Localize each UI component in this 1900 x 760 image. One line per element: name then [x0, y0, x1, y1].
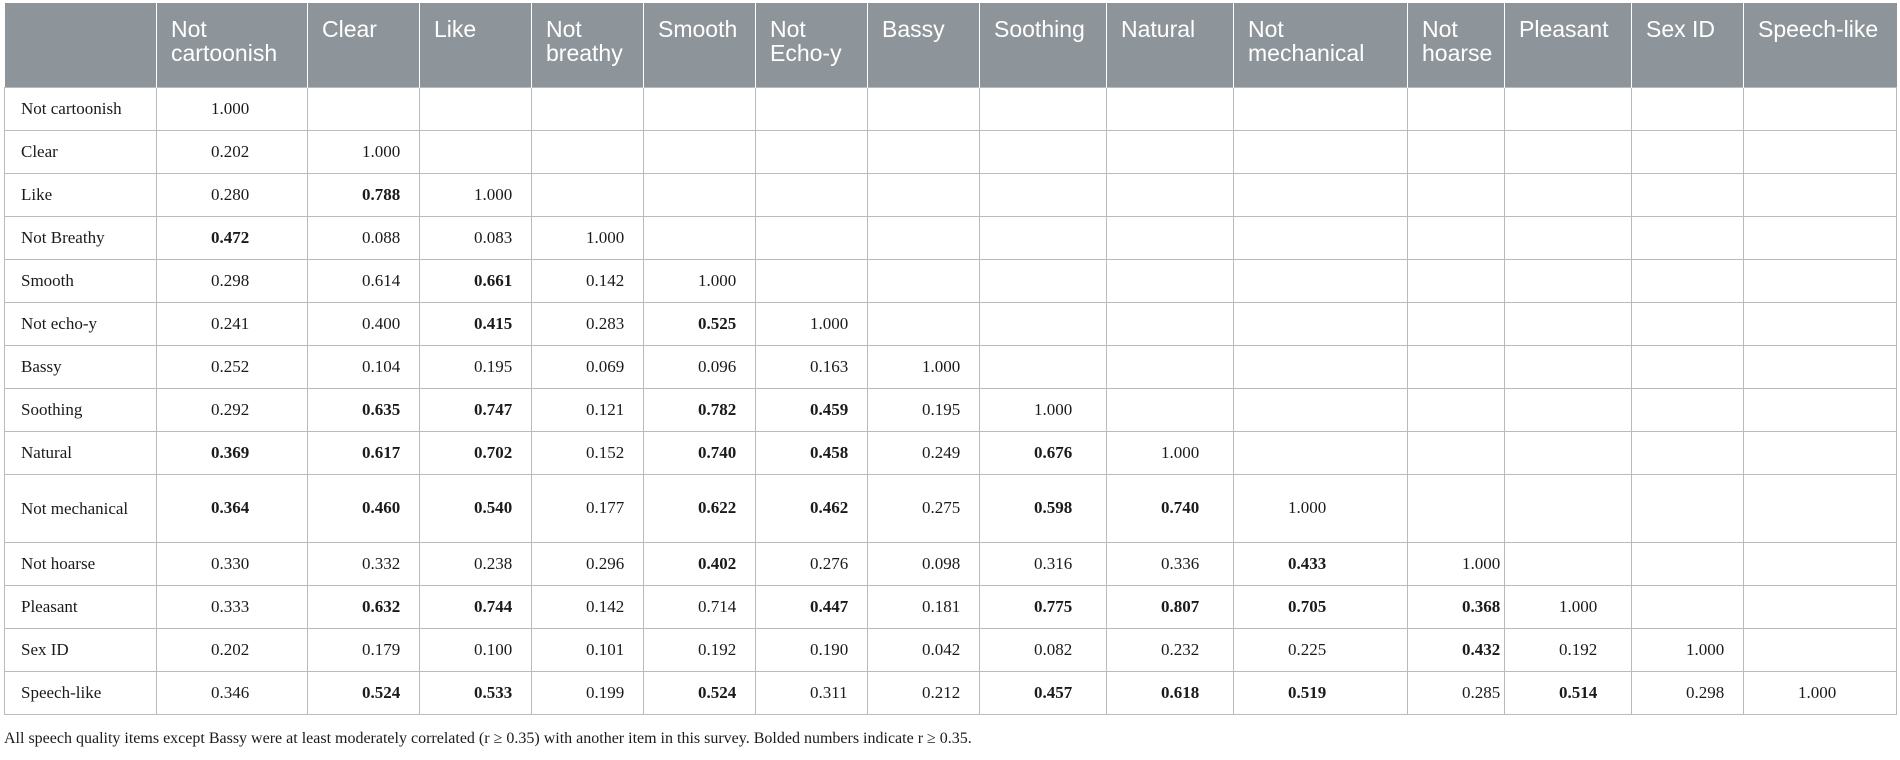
row-label: Pleasant [5, 585, 157, 628]
correlation-cell: 1.000 [868, 345, 980, 388]
correlation-cell: 0.192 [1505, 628, 1632, 671]
row-label: Not cartoonish [5, 87, 157, 130]
correlation-cell: 0.238 [420, 542, 532, 585]
correlation-cell: 1.000 [1408, 542, 1505, 585]
empty-cell [1505, 302, 1632, 345]
column-header-pleasant: Pleasant [1505, 3, 1632, 87]
correlation-cell: 0.152 [532, 431, 644, 474]
correlation-cell: 0.199 [532, 671, 644, 714]
table-row [5, 585, 1897, 628]
column-header-soothing: Soothing [980, 3, 1107, 87]
empty-cell [1234, 259, 1408, 302]
correlation-cell: 0.298 [1632, 671, 1744, 714]
correlation-cell: 0.098 [868, 542, 980, 585]
empty-cell [1234, 173, 1408, 216]
correlation-cell: 0.252 [157, 345, 308, 388]
correlation-table [4, 3, 1897, 715]
empty-cell [1744, 87, 1897, 130]
correlation-cell: 0.195 [868, 388, 980, 431]
empty-cell [532, 87, 644, 130]
empty-cell [1408, 474, 1505, 542]
correlation-cell: 1.000 [980, 388, 1107, 431]
empty-cell [1632, 302, 1744, 345]
empty-cell [1632, 345, 1744, 388]
correlation-cell: 0.744 [420, 585, 532, 628]
correlation-cell: 0.740 [1107, 474, 1234, 542]
empty-cell [1107, 87, 1234, 130]
empty-cell [1744, 628, 1897, 671]
empty-cell [980, 130, 1107, 173]
table-footnote: All speech quality items except Bassy were at least moderately correlated (r ≥ 0.35) with another item in this survey. Bolded numbers indicate r ≥ 0.35. [4, 730, 972, 747]
empty-cell [1744, 259, 1897, 302]
table-row [5, 302, 1897, 345]
empty-cell [980, 173, 1107, 216]
correlation-cell: 0.336 [1107, 542, 1234, 585]
empty-cell [420, 130, 532, 173]
correlation-cell: 0.232 [1107, 628, 1234, 671]
empty-cell [756, 130, 868, 173]
correlation-cell: 0.181 [868, 585, 980, 628]
header-corner [5, 3, 157, 87]
empty-cell [756, 259, 868, 302]
row-label: Not Breathy [5, 216, 157, 259]
empty-cell [1408, 388, 1505, 431]
table-row [5, 130, 1897, 173]
correlation-cell: 1.000 [1632, 628, 1744, 671]
correlation-cell: 0.635 [308, 388, 420, 431]
correlation-cell: 0.524 [308, 671, 420, 714]
correlation-cell: 0.614 [308, 259, 420, 302]
correlation-cell: 0.346 [157, 671, 308, 714]
empty-cell [1744, 302, 1897, 345]
empty-cell [756, 216, 868, 259]
column-header-not-hoarse: Not hoarse [1408, 3, 1505, 87]
empty-cell [1632, 585, 1744, 628]
column-header-clear: Clear [308, 3, 420, 87]
empty-cell [1408, 130, 1505, 173]
correlation-cell: 0.402 [644, 542, 756, 585]
table-row [5, 388, 1897, 431]
table-row [5, 259, 1897, 302]
empty-cell [980, 216, 1107, 259]
table-body [5, 87, 1897, 714]
correlation-cell: 0.747 [420, 388, 532, 431]
empty-cell [1505, 388, 1632, 431]
table-row [5, 87, 1897, 130]
correlation-cell: 0.459 [756, 388, 868, 431]
correlation-cell: 0.241 [157, 302, 308, 345]
correlation-cell: 0.042 [868, 628, 980, 671]
empty-cell [1744, 216, 1897, 259]
correlation-cell: 1.000 [420, 173, 532, 216]
correlation-cell: 0.249 [868, 431, 980, 474]
empty-cell [1744, 542, 1897, 585]
correlation-cell: 0.280 [157, 173, 308, 216]
correlation-cell: 0.121 [532, 388, 644, 431]
empty-cell [1107, 216, 1234, 259]
correlation-cell: 0.705 [1234, 585, 1408, 628]
table-row [5, 431, 1897, 474]
row-label: Sex ID [5, 628, 157, 671]
correlation-cell: 0.740 [644, 431, 756, 474]
empty-cell [1408, 259, 1505, 302]
correlation-cell: 0.458 [756, 431, 868, 474]
row-label: Speech-like [5, 671, 157, 714]
empty-cell [868, 173, 980, 216]
empty-cell [1234, 431, 1408, 474]
correlation-cell: 0.598 [980, 474, 1107, 542]
correlation-cell: 1.000 [1505, 585, 1632, 628]
column-header-like: Like [420, 3, 532, 87]
table-row [5, 474, 1897, 542]
table-row [5, 628, 1897, 671]
correlation-cell: 0.432 [1408, 628, 1505, 671]
empty-cell [1107, 302, 1234, 345]
row-label: Smooth [5, 259, 157, 302]
correlation-cell: 0.617 [308, 431, 420, 474]
empty-cell [1632, 542, 1744, 585]
row-label: Bassy [5, 345, 157, 388]
correlation-cell: 0.462 [756, 474, 868, 542]
correlation-cell: 0.298 [157, 259, 308, 302]
empty-cell [1505, 259, 1632, 302]
empty-cell [308, 87, 420, 130]
empty-cell [1408, 173, 1505, 216]
correlation-cell: 0.083 [420, 216, 532, 259]
correlation-cell: 1.000 [756, 302, 868, 345]
correlation-cell: 0.225 [1234, 628, 1408, 671]
correlation-cell: 0.525 [644, 302, 756, 345]
column-header-not-echo-y: Not Echo-y [756, 3, 868, 87]
empty-cell [1744, 130, 1897, 173]
empty-cell [1632, 173, 1744, 216]
empty-cell [1632, 259, 1744, 302]
correlation-cell: 0.622 [644, 474, 756, 542]
empty-cell [1107, 130, 1234, 173]
empty-cell [1234, 216, 1408, 259]
correlation-cell: 0.400 [308, 302, 420, 345]
empty-cell [420, 87, 532, 130]
row-label: Not hoarse [5, 542, 157, 585]
correlation-cell: 0.292 [157, 388, 308, 431]
empty-cell [1505, 474, 1632, 542]
empty-cell [1234, 302, 1408, 345]
correlation-cell: 0.088 [308, 216, 420, 259]
correlation-cell: 0.101 [532, 628, 644, 671]
empty-cell [1408, 345, 1505, 388]
correlation-cell: 1.000 [644, 259, 756, 302]
empty-cell [1632, 431, 1744, 474]
row-label: Not echo-y [5, 302, 157, 345]
correlation-cell: 0.276 [756, 542, 868, 585]
correlation-cell: 0.190 [756, 628, 868, 671]
empty-cell [868, 302, 980, 345]
correlation-cell: 0.661 [420, 259, 532, 302]
empty-cell [1632, 130, 1744, 173]
empty-cell [1744, 474, 1897, 542]
empty-cell [1107, 259, 1234, 302]
correlation-cell: 0.142 [532, 259, 644, 302]
empty-cell [1632, 474, 1744, 542]
correlation-cell: 0.069 [532, 345, 644, 388]
empty-cell [1744, 585, 1897, 628]
empty-cell [1234, 388, 1408, 431]
correlation-cell: 0.788 [308, 173, 420, 216]
correlation-cell: 0.369 [157, 431, 308, 474]
correlation-cell: 0.332 [308, 542, 420, 585]
correlation-cell: 0.275 [868, 474, 980, 542]
column-header-speech-like: Speech-like [1744, 3, 1897, 87]
correlation-cell: 0.192 [644, 628, 756, 671]
empty-cell [980, 345, 1107, 388]
table-row [5, 216, 1897, 259]
correlation-cell: 0.618 [1107, 671, 1234, 714]
empty-cell [1107, 345, 1234, 388]
correlation-cell: 0.524 [644, 671, 756, 714]
empty-cell [1234, 87, 1408, 130]
correlation-cell: 0.296 [532, 542, 644, 585]
correlation-cell: 1.000 [1744, 671, 1897, 714]
column-header-not-cartoonish: Not cartoonish [157, 3, 308, 87]
empty-cell [1505, 542, 1632, 585]
correlation-table-container [4, 3, 1896, 715]
empty-cell [1632, 388, 1744, 431]
row-label: Like [5, 173, 157, 216]
empty-cell [1234, 130, 1408, 173]
correlation-cell: 0.096 [644, 345, 756, 388]
empty-cell [1408, 302, 1505, 345]
column-header-not-breathy: Not breathy [532, 3, 644, 87]
correlation-cell: 0.514 [1505, 671, 1632, 714]
correlation-cell: 0.212 [868, 671, 980, 714]
correlation-cell: 0.782 [644, 388, 756, 431]
correlation-cell: 1.000 [157, 87, 308, 130]
empty-cell [1632, 87, 1744, 130]
row-label: Soothing [5, 388, 157, 431]
correlation-cell: 0.632 [308, 585, 420, 628]
table-row [5, 542, 1897, 585]
correlation-cell: 0.202 [157, 628, 308, 671]
empty-cell [532, 173, 644, 216]
empty-cell [1744, 388, 1897, 431]
correlation-cell: 0.533 [420, 671, 532, 714]
row-label: Clear [5, 130, 157, 173]
empty-cell [532, 130, 644, 173]
correlation-cell: 0.676 [980, 431, 1107, 474]
correlation-cell: 0.195 [420, 345, 532, 388]
correlation-cell: 0.330 [157, 542, 308, 585]
empty-cell [868, 87, 980, 130]
table-row [5, 173, 1897, 216]
header-row [5, 3, 1897, 87]
correlation-cell: 1.000 [1107, 431, 1234, 474]
correlation-cell: 0.179 [308, 628, 420, 671]
empty-cell [1744, 345, 1897, 388]
correlation-cell: 0.714 [644, 585, 756, 628]
empty-cell [1234, 345, 1408, 388]
empty-cell [1505, 216, 1632, 259]
empty-cell [1408, 216, 1505, 259]
empty-cell [980, 259, 1107, 302]
correlation-cell: 0.807 [1107, 585, 1234, 628]
table-row [5, 345, 1897, 388]
empty-cell [980, 87, 1107, 130]
correlation-cell: 0.364 [157, 474, 308, 542]
correlation-cell: 0.457 [980, 671, 1107, 714]
correlation-cell: 0.540 [420, 474, 532, 542]
empty-cell [1408, 87, 1505, 130]
row-label: Natural [5, 431, 157, 474]
correlation-cell: 0.202 [157, 130, 308, 173]
empty-cell [1505, 173, 1632, 216]
correlation-cell: 0.460 [308, 474, 420, 542]
empty-cell [1505, 130, 1632, 173]
empty-cell [756, 173, 868, 216]
empty-cell [644, 130, 756, 173]
empty-cell [644, 173, 756, 216]
correlation-cell: 1.000 [532, 216, 644, 259]
correlation-cell: 0.415 [420, 302, 532, 345]
empty-cell [1632, 216, 1744, 259]
empty-cell [1107, 388, 1234, 431]
correlation-cell: 1.000 [1234, 474, 1408, 542]
correlation-cell: 0.368 [1408, 585, 1505, 628]
correlation-cell: 0.082 [980, 628, 1107, 671]
column-header-smooth: Smooth [644, 3, 756, 87]
row-label: Not mechanical [5, 474, 157, 542]
correlation-cell: 0.333 [157, 585, 308, 628]
correlation-cell: 0.177 [532, 474, 644, 542]
empty-cell [1408, 431, 1505, 474]
table-row [5, 671, 1897, 714]
empty-cell [868, 259, 980, 302]
correlation-cell: 0.104 [308, 345, 420, 388]
empty-cell [868, 130, 980, 173]
empty-cell [756, 87, 868, 130]
column-header-sex-id: Sex ID [1632, 3, 1744, 87]
correlation-cell: 0.142 [532, 585, 644, 628]
correlation-cell: 0.519 [1234, 671, 1408, 714]
empty-cell [644, 216, 756, 259]
empty-cell [1744, 431, 1897, 474]
empty-cell [980, 302, 1107, 345]
correlation-cell: 0.283 [532, 302, 644, 345]
empty-cell [1107, 173, 1234, 216]
correlation-cell: 0.316 [980, 542, 1107, 585]
column-header-bassy: Bassy [868, 3, 980, 87]
empty-cell [644, 87, 756, 130]
column-header-not-mechanical: Not mechanical [1234, 3, 1408, 87]
empty-cell [868, 216, 980, 259]
correlation-cell: 0.163 [756, 345, 868, 388]
correlation-cell: 0.447 [756, 585, 868, 628]
correlation-cell: 0.311 [756, 671, 868, 714]
empty-cell [1505, 345, 1632, 388]
empty-cell [1505, 87, 1632, 130]
correlation-cell: 0.433 [1234, 542, 1408, 585]
column-header-natural: Natural [1107, 3, 1234, 87]
empty-cell [1505, 431, 1632, 474]
correlation-cell: 0.472 [157, 216, 308, 259]
correlation-cell: 1.000 [308, 130, 420, 173]
correlation-cell: 0.100 [420, 628, 532, 671]
empty-cell [1744, 173, 1897, 216]
correlation-cell: 0.285 [1408, 671, 1505, 714]
correlation-cell: 0.775 [980, 585, 1107, 628]
correlation-cell: 0.702 [420, 431, 532, 474]
